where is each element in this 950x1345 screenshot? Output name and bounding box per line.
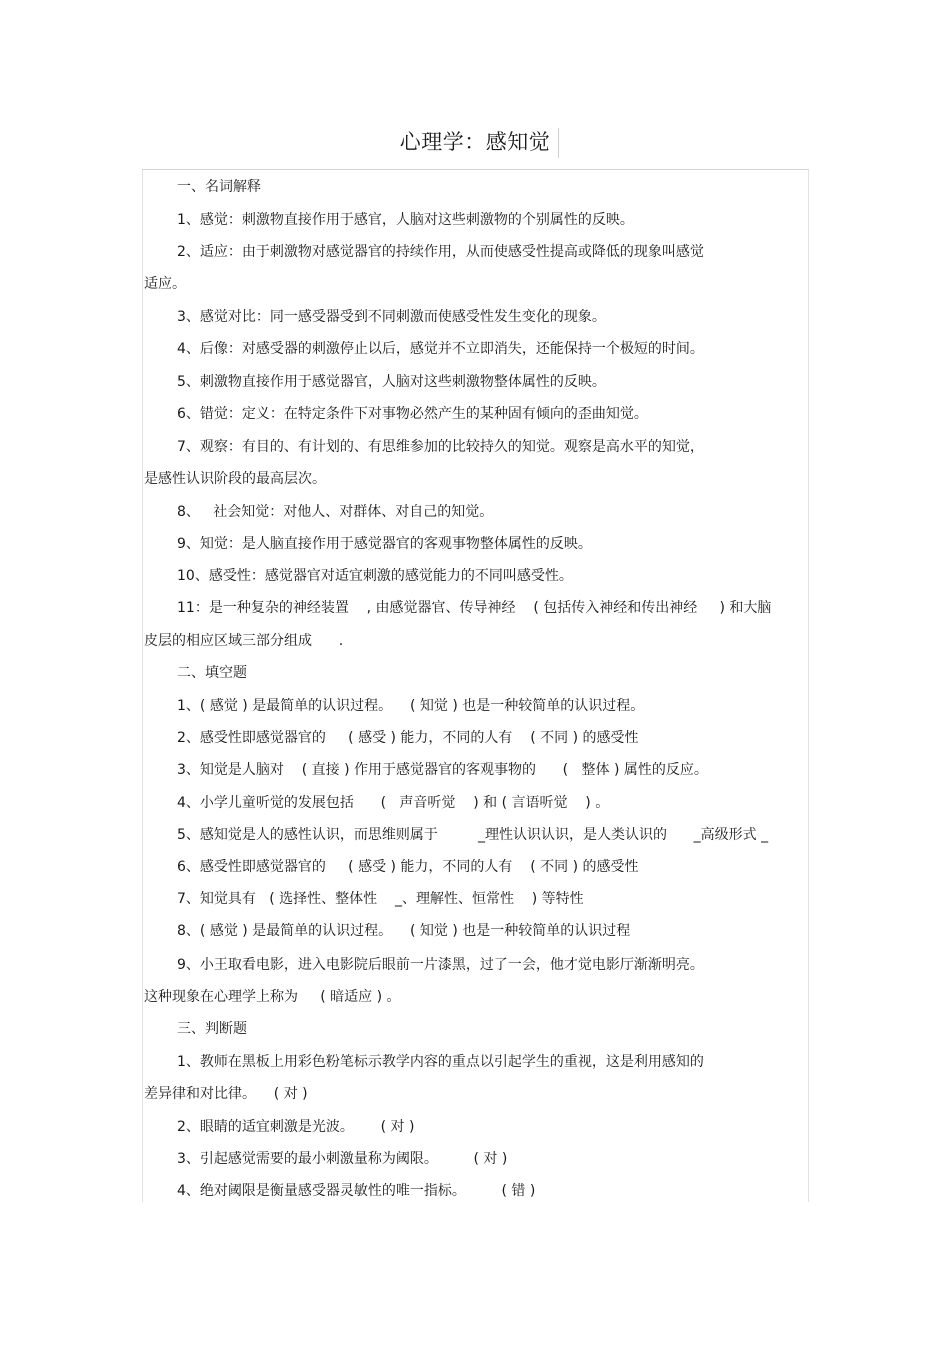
fill-in-line: 3、知觉是人脑对 ( 直接 ) 作用于感觉器官的客观事物的 ( 整体 ) 属性的反应。 bbox=[177, 762, 708, 778]
fill-in-line-continued: 这种现象在心理学上称为 ( 暗适应 ) 。 bbox=[144, 989, 401, 1005]
fill-in-line: 5、感知觉是人的感性认识，而思维则属于 _理性认识认识，是人类认识的 _高级形式 _ bbox=[177, 827, 769, 843]
definition-line: 10、感受性：感觉器官对适宜刺激的感觉能力的不同叫感受性。 bbox=[177, 568, 573, 584]
section-heading-fill-in: 二、填空题 bbox=[177, 665, 247, 681]
fill-in-line: 7、知觉具有 ( 选择性、整体性 _、理解性、恒常性 ) 等特性 bbox=[177, 891, 584, 907]
definition-line: 4、后像：对感受器的刺激停止以后，感觉并不立即消失，还能保持一个极短的时间。 bbox=[177, 341, 704, 357]
definition-line: 6、错觉：定义：在特定条件下对事物必然产生的某种固有倾向的歪曲知觉。 bbox=[177, 406, 648, 422]
true-false-line: 4、绝对阈限是衡量感受器灵敏性的唯一指标。 ( 错 ) bbox=[177, 1183, 536, 1199]
true-false-line: 3、引起感觉需要的最小刺激量称为阈限。 ( 对 ) bbox=[177, 1151, 508, 1167]
section-heading-true-false: 三、判断题 bbox=[177, 1021, 247, 1037]
definition-line: 9、知觉：是人脑直接作用于感觉器官的客观事物整体属性的反映。 bbox=[177, 536, 592, 552]
definition-line: 1、感觉：刺激物直接作用于感官，人脑对这些刺激物的个别属性的反映。 bbox=[177, 212, 634, 228]
title-divider bbox=[558, 128, 559, 158]
fill-in-line: 9、小王取看电影，进入电影院后眼前一片漆黑，过了一会，他才觉电影厅渐渐明亮。 bbox=[177, 957, 704, 973]
section-heading-definitions: 一、名词解释 bbox=[177, 179, 261, 195]
true-false-line: 2、眼睛的适宜刺激是光波。 ( 对 ) bbox=[177, 1119, 415, 1135]
fill-in-line: 2、感受性即感觉器官的 ( 感受 ) 能力，不同的人有 ( 不同 ) 的感受性 bbox=[177, 730, 639, 746]
page-title: 心理学：感知觉 bbox=[399, 130, 551, 154]
definition-line: 5、刺激物直接作用于感觉器官，人脑对这些刺激物整体属性的反映。 bbox=[177, 374, 606, 390]
definition-line: 11：是一种复杂的神经装置 , 由感觉器官、传导神经 ( 包括传入神经和传出神经 ) 和大脑 bbox=[177, 600, 772, 616]
fill-in-line: 8、( 感觉 ) 是最简单的认识过程。 ( 知觉 ) 也是一种较简单的认识过程 bbox=[177, 923, 631, 939]
definition-line-continued: 是感性认识阶段的最高层次。 bbox=[144, 471, 326, 487]
fill-in-line: 1、( 感觉 ) 是最简单的认识过程。 ( 知觉 ) 也是一种较简单的认识过程。 bbox=[177, 698, 645, 714]
definition-line-continued: 适应。 bbox=[144, 276, 186, 292]
definition-line: 2、适应：由于刺激物对感觉器官的持续作用，从而使感受性提高或降低的现象叫感觉 bbox=[177, 244, 704, 260]
definition-line-continued: 皮层的相应区域三部分组成 . bbox=[144, 633, 344, 649]
true-false-line: 1、教师在黑板上用彩色粉笔标示教学内容的重点以引起学生的重视，这是利用感知的 bbox=[177, 1054, 704, 1070]
definition-line: 7、观察：有目的、有计划的、有思维参加的比较持久的知觉。观察是高水平的知觉， bbox=[177, 439, 704, 455]
fill-in-line: 4、小学儿童听觉的发展包括 ( 声音听觉 ) 和 ( 言语听觉 ) 。 bbox=[177, 795, 610, 811]
true-false-line-continued: 差异律和对比律。 ( 对 ) bbox=[144, 1086, 308, 1102]
definition-line: 8、 社会知觉：对他人、对群体、对自己的知觉。 bbox=[177, 504, 494, 520]
fill-in-line: 6、感受性即感觉器官的 ( 感受 ) 能力，不同的人有 ( 不同 ) 的感受性 bbox=[177, 859, 639, 875]
definition-line: 3、感觉对比：同一感受器受到不同刺激而使感受性发生变化的现象。 bbox=[177, 309, 606, 325]
